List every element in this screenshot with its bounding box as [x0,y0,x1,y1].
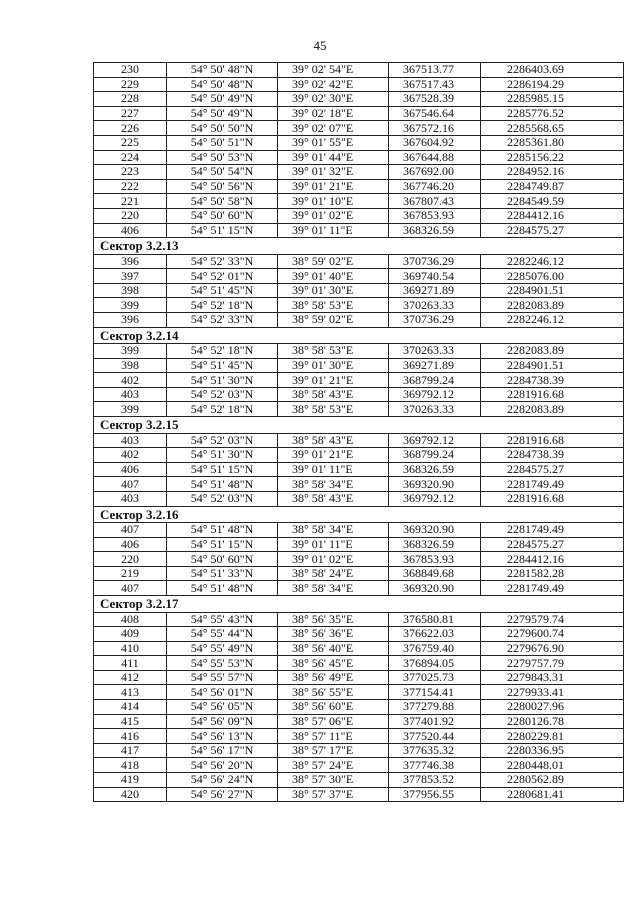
longitude-cell: 38° 57' 17"E [278,743,389,758]
longitude-cell: 39° 01' 30"E [278,283,389,298]
y-coordinate-cell: 2282246.12 [481,313,624,328]
point-number-cell: 399 [94,298,167,313]
x-coordinate-cell: 377520.44 [389,729,481,744]
y-coordinate-cell: 2280562.89 [481,773,624,788]
longitude-cell: 39° 01' 21"E [278,373,389,388]
latitude-cell: 54° 50' 53"N [167,150,278,165]
longitude-cell: 39° 01' 21"E [278,448,389,463]
latitude-cell: 54° 56' 24"N [167,773,278,788]
longitude-cell: 38° 59' 02"E [278,313,389,328]
longitude-cell: 39° 01' 10"E [278,194,389,209]
table-row [94,552,624,567]
point-number-cell: 399 [94,344,167,359]
table-row [94,402,624,417]
point-number-cell: 402 [94,373,167,388]
x-coordinate-cell: 367692.00 [389,165,481,180]
table-row [94,714,624,729]
longitude-cell: 38° 58' 43"E [278,433,389,448]
longitude-cell: 38° 58' 34"E [278,477,389,492]
point-number-cell: 406 [94,223,167,238]
point-number-cell: 418 [94,758,167,773]
y-coordinate-cell: 2280027.96 [481,700,624,715]
y-coordinate-cell: 2284749.87 [481,179,624,194]
latitude-cell: 54° 56' 27"N [167,787,278,802]
table-row [94,194,624,209]
longitude-cell: 38° 56' 45"E [278,656,389,671]
latitude-cell: 54° 50' 60"N [167,552,278,567]
coordinates-table-body [94,63,624,802]
x-coordinate-cell: 368326.59 [389,537,481,552]
table-row [94,491,624,506]
table-row [94,387,624,402]
latitude-cell: 54° 56' 20"N [167,758,278,773]
table-row [94,581,624,596]
y-coordinate-cell: 2281749.49 [481,581,624,596]
latitude-cell: 54° 51' 33"N [167,566,278,581]
y-coordinate-cell: 2280336.95 [481,743,624,758]
point-number-cell: 408 [94,612,167,627]
point-number-cell: 398 [94,358,167,373]
longitude-cell: 38° 56' 49"E [278,670,389,685]
x-coordinate-cell: 370736.29 [389,254,481,269]
y-coordinate-cell: 2282083.89 [481,344,624,359]
point-number-cell: 406 [94,537,167,552]
longitude-cell: 38° 57' 24"E [278,758,389,773]
point-number-cell: 406 [94,462,167,477]
x-coordinate-cell: 377635.32 [389,743,481,758]
y-coordinate-cell: 2282083.89 [481,298,624,313]
y-coordinate-cell: 2279579.74 [481,612,624,627]
latitude-cell: 54° 51' 30"N [167,373,278,388]
y-coordinate-cell: 2284575.27 [481,462,624,477]
y-coordinate-cell: 2281916.68 [481,491,624,506]
x-coordinate-cell: 367604.92 [389,135,481,150]
longitude-cell: 38° 58' 53"E [278,402,389,417]
sector-title: Сектор 3.2.14 [94,327,624,344]
x-coordinate-cell: 376580.81 [389,612,481,627]
longitude-cell: 38° 57' 37"E [278,787,389,802]
x-coordinate-cell: 370263.33 [389,402,481,417]
table-row [94,254,624,269]
longitude-cell: 38° 56' 55"E [278,685,389,700]
latitude-cell: 54° 50' 60"N [167,208,278,223]
longitude-cell: 39° 02' 42"E [278,77,389,92]
x-coordinate-cell: 368849.68 [389,566,481,581]
y-coordinate-cell: 2284575.27 [481,223,624,238]
point-number-cell: 219 [94,566,167,581]
latitude-cell: 54° 56' 13"N [167,729,278,744]
x-coordinate-cell: 376759.40 [389,641,481,656]
point-number-cell: 402 [94,448,167,463]
latitude-cell: 54° 56' 05"N [167,700,278,715]
y-coordinate-cell: 2281916.68 [481,387,624,402]
coordinates-table [93,62,624,802]
y-coordinate-cell: 2281582.28 [481,566,624,581]
y-coordinate-cell: 2284412.16 [481,552,624,567]
point-number-cell: 403 [94,433,167,448]
y-coordinate-cell: 2284952.16 [481,165,624,180]
x-coordinate-cell: 367528.39 [389,92,481,107]
x-coordinate-cell: 369271.89 [389,358,481,373]
latitude-cell: 54° 52' 18"N [167,298,278,313]
x-coordinate-cell: 369320.90 [389,581,481,596]
x-coordinate-cell: 377401.92 [389,714,481,729]
point-number-cell: 222 [94,179,167,194]
sector-header-row [94,417,624,434]
latitude-cell: 54° 55' 44"N [167,627,278,642]
table-row [94,700,624,715]
latitude-cell: 54° 55' 57"N [167,670,278,685]
y-coordinate-cell: 2284901.51 [481,358,624,373]
y-coordinate-cell: 2281749.49 [481,523,624,538]
y-coordinate-cell: 2282246.12 [481,254,624,269]
latitude-cell: 54° 50' 56"N [167,179,278,194]
sector-title: Сектор 3.2.13 [94,238,624,255]
latitude-cell: 54° 52' 03"N [167,387,278,402]
table-row [94,358,624,373]
y-coordinate-cell: 2285156.22 [481,150,624,165]
longitude-cell: 39° 01' 21"E [278,179,389,194]
latitude-cell: 54° 51' 48"N [167,523,278,538]
table-row [94,523,624,538]
point-number-cell: 410 [94,641,167,656]
point-number-cell: 230 [94,63,167,78]
point-number-cell: 416 [94,729,167,744]
y-coordinate-cell: 2286403.69 [481,63,624,78]
point-number-cell: 417 [94,743,167,758]
point-number-cell: 396 [94,313,167,328]
latitude-cell: 54° 51' 48"N [167,477,278,492]
longitude-cell: 38° 57' 11"E [278,729,389,744]
x-coordinate-cell: 367807.43 [389,194,481,209]
x-coordinate-cell: 370263.33 [389,298,481,313]
latitude-cell: 54° 51' 15"N [167,223,278,238]
point-number-cell: 409 [94,627,167,642]
point-number-cell: 229 [94,77,167,92]
x-coordinate-cell: 367517.43 [389,77,481,92]
table-row [94,670,624,685]
latitude-cell: 54° 51' 45"N [167,283,278,298]
table-row [94,77,624,92]
y-coordinate-cell: 2279757.79 [481,656,624,671]
point-number-cell: 407 [94,581,167,596]
x-coordinate-cell: 377279.88 [389,700,481,715]
longitude-cell: 38° 58' 43"E [278,387,389,402]
latitude-cell: 54° 51' 15"N [167,537,278,552]
y-coordinate-cell: 2282083.89 [481,402,624,417]
longitude-cell: 39° 01' 02"E [278,208,389,223]
latitude-cell: 54° 50' 50"N [167,121,278,136]
latitude-cell: 54° 52' 18"N [167,402,278,417]
latitude-cell: 54° 56' 17"N [167,743,278,758]
latitude-cell: 54° 52' 01"N [167,269,278,284]
x-coordinate-cell: 367746.20 [389,179,481,194]
point-number-cell: 415 [94,714,167,729]
x-coordinate-cell: 377025.73 [389,670,481,685]
longitude-cell: 38° 58' 34"E [278,581,389,596]
longitude-cell: 39° 01' 30"E [278,358,389,373]
y-coordinate-cell: 2284901.51 [481,283,624,298]
table-row [94,685,624,700]
x-coordinate-cell: 367572.16 [389,121,481,136]
point-number-cell: 220 [94,208,167,223]
x-coordinate-cell: 377956.55 [389,787,481,802]
table-row [94,106,624,121]
x-coordinate-cell: 377853.52 [389,773,481,788]
point-number-cell: 403 [94,491,167,506]
latitude-cell: 54° 52' 03"N [167,433,278,448]
x-coordinate-cell: 367546.64 [389,106,481,121]
y-coordinate-cell: 2279933.41 [481,685,624,700]
table-row [94,63,624,78]
longitude-cell: 39° 01' 11"E [278,223,389,238]
point-number-cell: 413 [94,685,167,700]
x-coordinate-cell: 368326.59 [389,223,481,238]
latitude-cell: 54° 52' 18"N [167,344,278,359]
point-number-cell: 407 [94,477,167,492]
x-coordinate-cell: 370263.33 [389,344,481,359]
y-coordinate-cell: 2284738.39 [481,373,624,388]
x-coordinate-cell: 367853.93 [389,552,481,567]
table-row [94,743,624,758]
x-coordinate-cell: 367853.93 [389,208,481,223]
table-row [94,135,624,150]
y-coordinate-cell: 2284738.39 [481,448,624,463]
longitude-cell: 39° 02' 54"E [278,63,389,78]
table-row [94,787,624,802]
longitude-cell: 38° 58' 43"E [278,491,389,506]
latitude-cell: 54° 55' 49"N [167,641,278,656]
longitude-cell: 39° 01' 55"E [278,135,389,150]
table-row [94,313,624,328]
longitude-cell: 38° 56' 36"E [278,627,389,642]
x-coordinate-cell: 370736.29 [389,313,481,328]
latitude-cell: 54° 56' 01"N [167,685,278,700]
sector-header-row [94,327,624,344]
point-number-cell: 221 [94,194,167,209]
sector-header-row [94,506,624,523]
point-number-cell: 412 [94,670,167,685]
table-row [94,373,624,388]
longitude-cell: 39° 01' 32"E [278,165,389,180]
y-coordinate-cell: 2285776.52 [481,106,624,121]
latitude-cell: 54° 50' 48"N [167,77,278,92]
y-coordinate-cell: 2281749.49 [481,477,624,492]
latitude-cell: 54° 52' 03"N [167,491,278,506]
y-coordinate-cell: 2284575.27 [481,537,624,552]
point-number-cell: 398 [94,283,167,298]
latitude-cell: 54° 51' 30"N [167,448,278,463]
y-coordinate-cell: 2285568.65 [481,121,624,136]
x-coordinate-cell: 369792.12 [389,433,481,448]
latitude-cell: 54° 51' 15"N [167,462,278,477]
longitude-cell: 38° 57' 30"E [278,773,389,788]
latitude-cell: 54° 52' 33"N [167,254,278,269]
table-row [94,612,624,627]
latitude-cell: 54° 51' 45"N [167,358,278,373]
longitude-cell: 39° 02' 07"E [278,121,389,136]
table-row [94,208,624,223]
x-coordinate-cell: 368799.24 [389,448,481,463]
y-coordinate-cell: 2284412.16 [481,208,624,223]
sector-title: Сектор 3.2.15 [94,417,624,434]
y-coordinate-cell: 2280681.41 [481,787,624,802]
table-row [94,150,624,165]
longitude-cell: 38° 58' 53"E [278,344,389,359]
latitude-cell: 54° 50' 49"N [167,92,278,107]
table-row [94,627,624,642]
latitude-cell: 54° 55' 43"N [167,612,278,627]
latitude-cell: 54° 55' 53"N [167,656,278,671]
x-coordinate-cell: 376894.05 [389,656,481,671]
longitude-cell: 38° 59' 02"E [278,254,389,269]
x-coordinate-cell: 367644.88 [389,150,481,165]
point-number-cell: 399 [94,402,167,417]
table-row [94,283,624,298]
latitude-cell: 54° 50' 58"N [167,194,278,209]
point-number-cell: 419 [94,773,167,788]
point-number-cell: 227 [94,106,167,121]
point-number-cell: 403 [94,387,167,402]
table-row [94,462,624,477]
longitude-cell: 38° 58' 34"E [278,523,389,538]
y-coordinate-cell: 2285076.00 [481,269,624,284]
latitude-cell: 54° 56' 09"N [167,714,278,729]
longitude-cell: 38° 58' 24"E [278,566,389,581]
longitude-cell: 39° 01' 11"E [278,462,389,477]
longitude-cell: 39° 01' 11"E [278,537,389,552]
x-coordinate-cell: 369792.12 [389,491,481,506]
y-coordinate-cell: 2280229.81 [481,729,624,744]
point-number-cell: 407 [94,523,167,538]
sector-title: Сектор 3.2.17 [94,596,624,613]
table-row [94,92,624,107]
longitude-cell: 39° 02' 18"E [278,106,389,121]
table-row [94,537,624,552]
table-row [94,773,624,788]
table-row [94,269,624,284]
x-coordinate-cell: 369320.90 [389,477,481,492]
y-coordinate-cell: 2286194.29 [481,77,624,92]
longitude-cell: 39° 01' 40"E [278,269,389,284]
longitude-cell: 39° 01' 44"E [278,150,389,165]
table-row [94,758,624,773]
x-coordinate-cell: 368799.24 [389,373,481,388]
latitude-cell: 54° 50' 49"N [167,106,278,121]
point-number-cell: 411 [94,656,167,671]
point-number-cell: 226 [94,121,167,136]
sector-header-row [94,596,624,613]
point-number-cell: 420 [94,787,167,802]
table-row [94,165,624,180]
longitude-cell: 39° 02' 30"E [278,92,389,107]
point-number-cell: 224 [94,150,167,165]
y-coordinate-cell: 2281916.68 [481,433,624,448]
longitude-cell: 38° 58' 53"E [278,298,389,313]
table-row [94,477,624,492]
x-coordinate-cell: 369740.54 [389,269,481,284]
latitude-cell: 54° 50' 54"N [167,165,278,180]
longitude-cell: 39° 01' 02"E [278,552,389,567]
latitude-cell: 54° 52' 33"N [167,313,278,328]
point-number-cell: 228 [94,92,167,107]
longitude-cell: 38° 56' 40"E [278,641,389,656]
x-coordinate-cell: 369792.12 [389,387,481,402]
table-row [94,223,624,238]
x-coordinate-cell: 367513.77 [389,63,481,78]
table-row [94,641,624,656]
x-coordinate-cell: 369271.89 [389,283,481,298]
point-number-cell: 414 [94,700,167,715]
point-number-cell: 397 [94,269,167,284]
table-row [94,344,624,359]
latitude-cell: 54° 50' 48"N [167,63,278,78]
sector-header-row [94,238,624,255]
x-coordinate-cell: 369320.90 [389,523,481,538]
y-coordinate-cell: 2280126.78 [481,714,624,729]
point-number-cell: 223 [94,165,167,180]
table-row [94,298,624,313]
y-coordinate-cell: 2285985.15 [481,92,624,107]
table-row [94,656,624,671]
y-coordinate-cell: 2280448.01 [481,758,624,773]
table-row [94,179,624,194]
point-number-cell: 220 [94,552,167,567]
y-coordinate-cell: 2279600.74 [481,627,624,642]
x-coordinate-cell: 377154.41 [389,685,481,700]
y-coordinate-cell: 2279676.90 [481,641,624,656]
table-row [94,121,624,136]
page-number: 45 [313,38,327,53]
longitude-cell: 38° 57' 06"E [278,714,389,729]
y-coordinate-cell: 2284549.59 [481,194,624,209]
table-row [94,433,624,448]
x-coordinate-cell: 376622.03 [389,627,481,642]
latitude-cell: 54° 50' 51"N [167,135,278,150]
longitude-cell: 38° 56' 60"E [278,700,389,715]
table-row [94,729,624,744]
y-coordinate-cell: 2279843.31 [481,670,624,685]
x-coordinate-cell: 368326.59 [389,462,481,477]
table-row [94,566,624,581]
sector-title: Сектор 3.2.16 [94,506,624,523]
x-coordinate-cell: 377746.38 [389,758,481,773]
latitude-cell: 54° 51' 48"N [167,581,278,596]
point-number-cell: 225 [94,135,167,150]
longitude-cell: 38° 56' 35"E [278,612,389,627]
point-number-cell: 396 [94,254,167,269]
table-row [94,448,624,463]
y-coordinate-cell: 2285361.80 [481,135,624,150]
